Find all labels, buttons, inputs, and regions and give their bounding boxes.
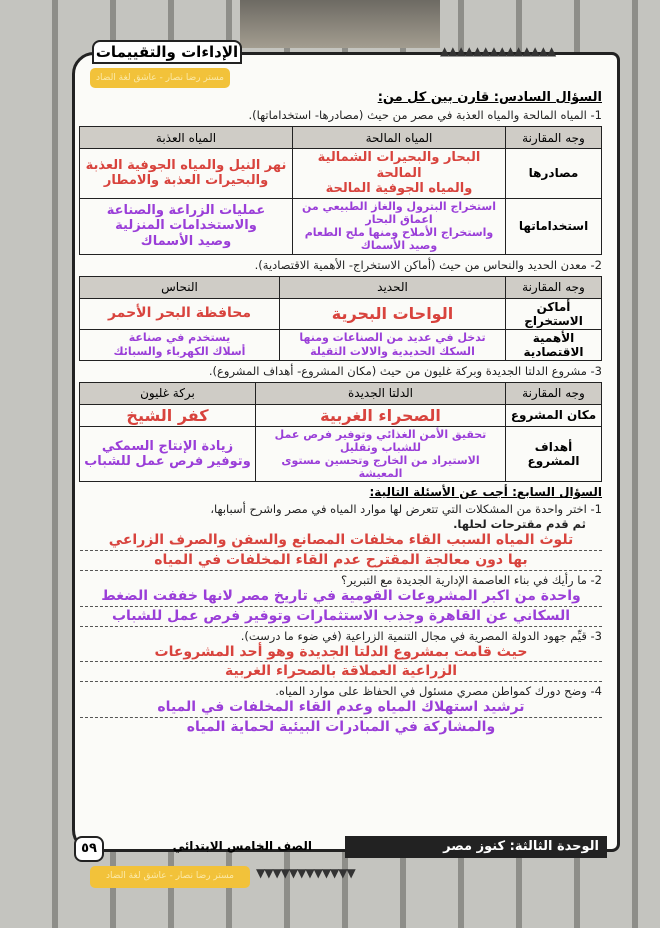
answer-text: والمياه الجوفية المالحة [325, 181, 473, 197]
answer-text: ترشيد استهلاك المياه وعدم القاء المخلفات في المياه [80, 699, 602, 718]
answer-cell [256, 426, 506, 482]
unit-title: الوحدة الثالثة: كنوز مصر [345, 836, 607, 858]
q6-item1-prompt: 1- المياه المالحة والمياه العذبة في مصر من حيث (مصادرها- استخداماتها). [248, 108, 602, 122]
answer-text: يستخدم في صناعة [128, 331, 231, 345]
answer-text: محافظة البحر الأحمر [107, 305, 252, 322]
question-text: اختر واحدة من المشكلات التي تتعرض لها موارد المياه في مصر واشرح أسبابها، [210, 502, 587, 517]
question-number: 1- [590, 502, 602, 517]
header-cell: المياه العذبة [80, 127, 293, 149]
answer-text: الصحراء الغربية [320, 405, 441, 425]
answer-text: زيادة الإنتاج السمكي [101, 438, 234, 454]
worksheet-content [80, 90, 602, 738]
comparison-table-water [79, 126, 602, 255]
header-cell: وجه المقارنة [506, 382, 602, 404]
answer-cell [80, 404, 256, 426]
header-cell: وجه المقارنة [506, 276, 602, 298]
answer-text: والمشاركة في المبادرات البيئية لحماية المياه [186, 719, 496, 736]
answer-text: السكك الحديدية والالات الثقيلة [310, 344, 475, 358]
answer-text: وصيد الأسماك [140, 233, 232, 249]
answer-text: الزراعية العملاقة بالصحراء الغربية [80, 663, 602, 682]
aspect-cell: مصادرها [506, 149, 602, 199]
answer-cell [280, 298, 506, 329]
answer-cell [80, 198, 293, 254]
comparison-table-metals [79, 276, 602, 361]
section-title: الإداءات والتقييمات [92, 40, 242, 64]
question-number: 2- [590, 573, 602, 588]
answer-text: تلوث المياه السبب القاء مخلفات المصانع والسفن والصرف الزراعي [80, 532, 602, 551]
answer-text: الاستيراد من الخارج وتحسين مستوى المعيشة [281, 454, 480, 481]
question-text: قيِّم جهود الدولة المصرية في مجال التنمية الزراعية (في ضوء ما درست). [240, 628, 587, 643]
answer-text: السكاني عن القاهرة وجذب الاستثمارات وتوفير فرص عمل للشباب [80, 608, 602, 627]
page-number: ٥٩ [74, 836, 104, 862]
q7-title: السؤال السابع: أجب عن الأسئلة التالية: [369, 485, 602, 500]
q6-item3-prompt: 3- مشروع الدلتا الجديدة وبركة غليون من حيث (مكان المشروع- أهداف المشروع). [208, 363, 602, 378]
answer-cell [80, 149, 293, 199]
answer-text: بها دون معالجة المقترح عدم القاء المخلفات في المياه [80, 552, 602, 571]
header-cell: المياه المالحة [293, 127, 506, 149]
comparison-table-projects [79, 382, 602, 483]
answer-text: أسلاك الكهرباء والسبائك [113, 344, 246, 358]
answer-text: استخراج البترول والغاز الطبيعي من اعماق البحار [301, 199, 497, 226]
decorative-border: ▲▲▲▲▲▲▲▲▲▲▲▲▲▲ [440, 44, 556, 58]
answer-cell [80, 426, 256, 482]
q7-question-4 [80, 684, 602, 699]
answer-text: تحقيق الأمن الغذائي وتوفير فرص عمل للشباب وتقليل [274, 427, 487, 454]
header-cell: النحاس [80, 276, 280, 298]
answer-text: الواحات البحرية [331, 303, 454, 323]
header-cell: الدلتا الجديدة [256, 382, 506, 404]
answer-text: كفر الشيخ [126, 405, 209, 425]
question-number: 3- [590, 628, 602, 643]
answer-cell [256, 404, 506, 426]
aspect-cell: أماكن الاستخراج [506, 298, 602, 329]
q7-question-3 [80, 629, 602, 644]
answer-text: عمليات الزراعة والصناعة [106, 202, 266, 218]
answer-cell [280, 329, 506, 360]
answer-text: البحار والبحيرات الشمالية المالحة [317, 150, 481, 181]
answer-text: والبحيرات العذبة والامطار [103, 173, 269, 189]
answer-text: واحدة من اكبر المشروعات القومية في تاريخ مصر لانها خففت الضغط [80, 588, 602, 607]
answer-text: حيث قامت بمشروع الدلتا الجديدة وهو أحد المشروعات [80, 644, 602, 663]
grade-label: الصف الخامس الابتدائي [172, 839, 312, 853]
answer-text: والاستخدامات المنزلية [115, 218, 257, 234]
answer-text: وتوفير فرص عمل للشباب [84, 454, 251, 470]
question-text: ثم قدم مقترحات لحلها. [453, 517, 586, 532]
decorative-border: ▼▼▼▼▼▼▼▼▼▼▼▼ [256, 866, 355, 880]
aspect-cell: استخداماتها [506, 198, 602, 254]
header-photo [240, 0, 440, 48]
q6-item2-prompt: 2- معدن الحديد والنحاس من حيث (أماكن الاستخراج- الأهمية الاقتصادية). [254, 257, 602, 272]
answer-text: تدخل في عديد من الصناعات ومنها [299, 331, 486, 345]
answer-cell [293, 149, 506, 199]
question-text: وضح دورك كمواطن مصري مسئول في الحفاظ على موارد المياه. [275, 684, 587, 699]
question-text: ما رأيك في بناء العاصمة الإدارية الجديدة مع التبرير؟ [340, 573, 587, 588]
question-number: 4- [590, 684, 602, 699]
header-cell: الحديد [280, 276, 506, 298]
author-label: مستر رضا نصار - عاشق لغة الضاد [90, 68, 230, 88]
q7-question-2 [80, 573, 602, 588]
answer-text: واستخراج الأملاح ومنها ملح الطعام وصيد الأسماك [304, 226, 494, 253]
q6-title: السؤال السادس: قارن بين كل من: [377, 90, 602, 105]
answer-cell [293, 198, 506, 254]
aspect-cell: مكان المشروع [506, 404, 602, 426]
q7-question-1 [80, 502, 602, 517]
header-cell: بركة غليون [80, 382, 256, 404]
aspect-cell: الأهمية الاقتصادية [506, 329, 602, 360]
answer-cell [80, 329, 280, 360]
aspect-cell: أهداف المشروع [506, 426, 602, 482]
answer-text: نهر النيل والمياه الجوفية العذبة [85, 157, 287, 173]
author-label: مستر رضا نصار - عاشق لغة الضاد [90, 866, 250, 888]
header-cell: وجه المقارنة [506, 127, 602, 149]
answer-cell [80, 298, 280, 329]
